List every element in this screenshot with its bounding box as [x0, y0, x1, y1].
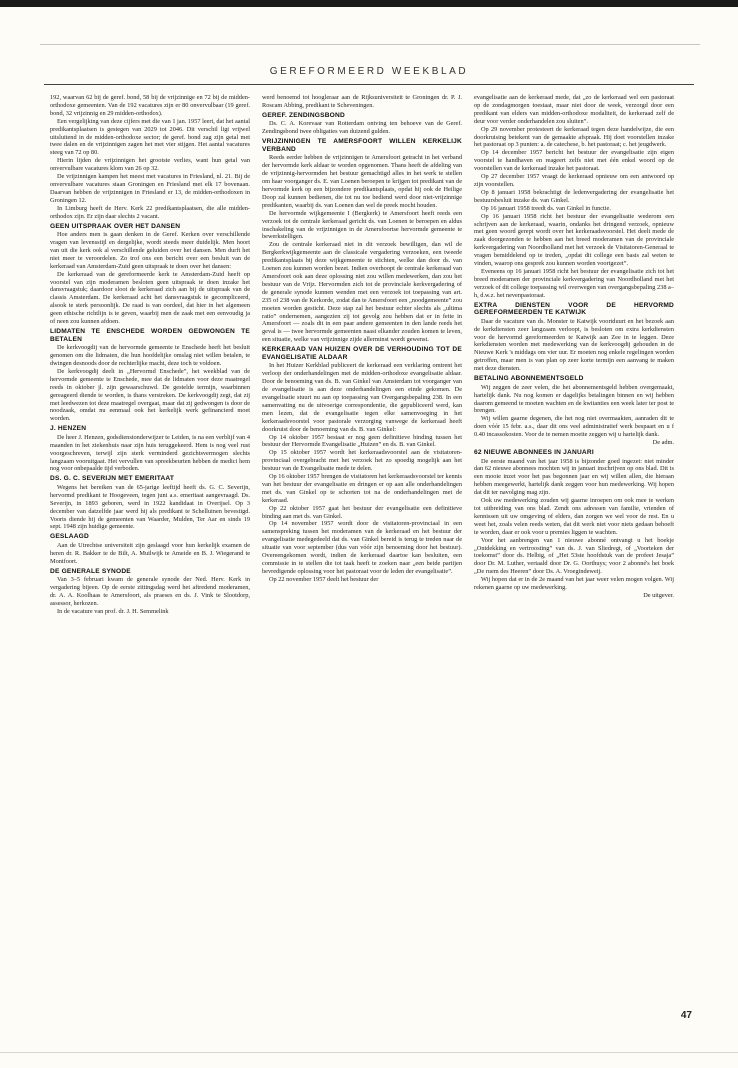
paragraph: Daar de vacature van ds. Monster te Katwijk voortduurt en het bezoek aan de kerkdiensten zeer langzaam verloopt, is besloten om extra kerkdiensten voor de hervormd gereformeerden te Katwijk aan Zee in te leggen. Deze kerkdiensten worden met medewerking van de kerkvoogdij gehouden in de Nieuwe Kerk 's middags om vier uur. Er moeten nog enkele regelingen worden getroffen, maar men is van plan op zeer korte termijn een aanvang te maken met deze diensten.	[474, 317, 674, 373]
paragraph: De heer J. Henzen, godsdienstonderwijzer te Leiden, is na een verblijf van 4 maanden in het ziekenhuis naar zijn huis teruggekeerd. Hem is nog veel rust voorgeschreven, terwijl zijn sterk verminderd gezichtsvermogen slechts langzaam vooruitgaat. Het vervullen van spreekbeurten hebben de medici hem nog voor onbepaalde tijd verboden.	[50, 433, 250, 473]
section-heading: DE GENERALE SYNODE	[50, 567, 131, 575]
paragraph: Hoe anders men is gaan denken in de Geref. Kerken over verschillende vragen van levensstijl en dergelijke, wordt steeds meer duidelijk. Men hoort van uit die kerk ook al verschillende geluiden over het dansen. Men durft het niet meer te veroordelen. Zo trof ons een bericht over een besluit van de kerkeraad van Amsterdam-Zuid geen uitspraak te doen over het dansen:	[50, 231, 250, 270]
paragraph: Een vergelijking van deze cijfers met die van 1 jan. 1957 leert, dat het aantal predikantsplaatsen is gestegen van 2029 tot 2046. Dit verschil ligt vrijwel uitsluitend in de midden-orthodoxe sector; de geref. bond zag zijn getal met twee dalen en de vrijzinnigen zagen het met vier stijgen. Het aantal vacatures steeg van 72 op 80.	[50, 117, 250, 157]
page-number: 47	[680, 1010, 692, 1021]
column-3	[474, 94, 674, 600]
paragraph: Op 8 januari 1958 bekrachtigt de ledenvergadering der evangelisatie het bestuursbesluit inzake ds. van Ginkel.	[474, 188, 674, 204]
paragraph: Op 16 januari 1958 treedt ds. van Ginkel in functie.	[481, 204, 611, 212]
paragraph: Wij zeggen de zeer velen, die het abonnementsgeld hebben overgemaakt, hartelijk dank. Nu nog komen er dagelijks betalingen binnen en wij hebben daarom gemeend te moeten wachten en de kwitanties een week later ter post te brengen.	[474, 383, 674, 415]
bottom-edge	[0, 1052, 738, 1053]
paragraph: De hervormde wijkgemeente I (Bergkerk) te Amersfoort heeft reeds een verzoek tot de centrale kerkeraad gericht ds. van Loenen te beroepen en aldus inschakeling van de vrijzinnigen in de Amersfoortse hervormde gemeente te bewerkstelligen.	[262, 209, 462, 241]
paragraph: 192, waarvan 62 bij de geref. bond, 58 bij de vrijzinnige en 72 bij de midden-orthodoxe gemeenten. Van de 192 vacatures zijn er 80 onvervulbaar (19 geref. bond, 32 vrijzinnig en 29 midden-orthodox).	[50, 94, 250, 117]
header-rule	[44, 84, 694, 85]
section-heading: LIDMATEN TE ENSCHEDE WORDEN GEDWONGEN TE BETALEN	[50, 327, 250, 343]
signature-adm: De adm.	[652, 439, 674, 447]
section-heading: J. HENZEN	[50, 425, 87, 433]
paragraph: Aan de Utrechtse universiteit zijn geslaagd voor hun kerkelijk examen de heren dr. R. Bakker te de Bilt, A. Muilwijk te Ameide en B. J. Wiegerand te Montfoort.	[50, 541, 250, 565]
column-1	[50, 94, 250, 616]
paragraph: Op 14 oktober 1957 bestaat er nog geen definitieve binding tussen het bestuur der Hervormde Evangelisatie „Huizen” en ds. B. van Ginkel.	[262, 433, 462, 449]
section-heading: GEREF. ZENDINGSBOND	[262, 111, 345, 119]
paragraph: De vrijzinnigen kampen het meest met vacatures in Friesland, nl. 21. Bij de onvervulbare vacatures staan Groningen en Friesland met elk 17 bovenaan. Daarvan hebben de vrijzinnigen in Friesland er 13, de midden-orthodoxen in Groningen 12.	[50, 173, 250, 204]
paragraph: Op 16 januari 1958 richt het bestuur der evangelisatie wederom een schrijven aan de kerkeraad, waarin, ondanks het dringend verzoek, opnieuw met geen woord gerept wordt over het kerkeraadsvoorstel. Het deelt mede de zaak doorgezonden te hebben aan het breed moderamen van de provinciale kerkvergadering van Noordholland met het verzoek de Visitatoren-Generaal te vragen bemiddelend op te treden, „opdat dit college een basis zal weten te vinden, waarop ons gesprek zou kunnen worden voortgezet”.	[474, 212, 674, 268]
paragraph: De eerste maand van het jaar 1958 is bijzonder goed ingezet: niet minder dan 62 nieuwe abonnees mochten wij in januari inschrijven op ons blad. Dit is een mooie inzet voor het pas begonnen jaar en wij willen allen, die hieraan hebben meegewerkt, hartelijk dank zeggen voor hun medewerking. Wij hopen dat dit ter navolging mag zijn.	[474, 457, 674, 497]
paragraph: In het Huizer Kerkblad publiceert de kerkeraad een verklaring omtrent het verloop der onderhandelingen met de midden-orthodoxe evangelisatie aldaar. Door de benoeming van ds. B. van Ginkel van Amsterdam tot voorganger van de evangelisatie is aan deze onderhandelingen een einde gekomen. De evangelisatie stuurt nu aan op toepassing van Overgangsbepaling 238. In een samenvatting nu de uitvoerige correspondentie, die gepubliceerd werd, kan men lezen, dat de evangelisatie tegen elke samenvoeging in het kerkeraadsvoorstel voor pastorale verzorging vanwege de kerkeraad heeft doorkruist door de benoeming van ds. B. van Ginkel:	[262, 362, 462, 433]
paragraph: Op 29 november protesteert de kerkeraad tegen deze handelwijze, die een doorkruising betekent van de gemaakte afspraak. Hij doet voorstellen inzake het pastoraat op 3 punten: a. de catechese, b. het pastoraat; c. het jeugdwerk.	[474, 125, 674, 149]
paragraph: Hierin lijden de vrijzinnigen het grootste verlies, want hun getal van onvervulbare vacatures klom van 26 op 32.	[50, 157, 250, 173]
section-heading: EXTRA DIENSTEN VOOR DE HERVORMD GEREFORMEERDEN TE KATWIJK	[474, 301, 674, 317]
paragraph: Reeds eerder hebben de vrijzinnigen te Amersfoort getracht in het verband der hervormde kerk aldaar te worden opgenomen. Thans heeft de afdeling van de vrijzinnig-hervormden het bestuur gemachtigd alles in het werk te stellen om haar voorganger ds. E. van Loenen beroepen te krijgen tot predikant van de hervormde kerk op een bijzondere predikantsplaats, opdat hij ook de Heilige Doop zal kunnen bedienen, die tot nu toe bediend werd door niet-vrijzinnige predikanten, waarbij ds. van Loenen dan wel de preek mocht houden.	[262, 154, 462, 209]
section-heading: KERKERAAD VAN HUIZEN OVER DE VERHOUDING TOT DE EVANGELISATIE ALDAAR	[262, 346, 462, 361]
section-heading: DS. G. C. SEVERIJN MET EMERITAAT	[50, 475, 175, 483]
section-heading: VRIJZINNIGEN TE AMERSFOORT WILLEN KERKELIJK VERBAND	[262, 138, 462, 153]
paragraph: werd benoemd tot hoogleraar aan de Rijksuniversiteit te Groningen dr. P. J. Roscam Abbing, predikant te Scheveningen.	[262, 94, 462, 109]
paragraph: Van 3–5 februari kwam de generale synode der Ned. Herv. Kerk in vergadering bijeen. Op de eerste zittingsdag werd het aftredend moderamen, dr. A. A. Koolhaas te Amersfoort, als praeses en ds. J. Vink te Slootdorp, assessor, herkozen.	[50, 576, 250, 607]
paragraph: De kerkvoogdij van de hervormde gemeente te Enschede heeft het besluit genomen om die lidmaten, die hun hoofdelijke omslag niet willen betalen, te dwingen desnoods door de rechterlijke macht, deze toch te voldoen.	[50, 344, 250, 367]
paragraph: Wij willen gaarne degenen, die het nog niet overmaakten, aanraden dit te doen vóór 15 febr. a.s., daar dit ons veel administratief werk bespaart en u f 0.40 incassokosten. Voor de te nemen moeite zeggen wij u hartelijk dank.	[474, 415, 674, 439]
paragraph: Op 22 november 1957 deelt het bestuur der	[269, 575, 379, 583]
paragraph: In de vacature van prof. dr. J. H. Semmelink	[57, 607, 169, 615]
section-heading: GEEN UITSPRAAK OVER HET DANSEN	[50, 222, 181, 230]
paragraph: In Limburg heeft de Herv. Kerk 22 predikantsplaatsen, die alle midden-orthodox zijn. Er zijn daar slechts 2 vacant.	[50, 204, 250, 220]
quoted-paragraph: De kerkeraad van de gereformeerde kerk te Amsterdam-Zuid heeft op voorstel van zijn moderamen besloten geen uitspraak te doen inzake het dansvraagstuk; daardoor sloot de kerkeraad zich aan bij de uitspraak van de classis Amsterdam. De kerkeraad acht het dansvraagstuk te gecompliceerd, alsook te sterk persoonlijk. De raad is van oordeel, dat hier in het algemeen geen ethische richtlijn is te geven, waarbij men de zaak met een eenvoudig ja of neen zou kunnen afdoen.	[50, 270, 250, 326]
paragraph: Op 27 december 1957 vraagt de kerkeraad opnieuw om een antwoord op zijn voorstellen.	[474, 173, 674, 188]
top-border	[0, 0, 738, 7]
paragraph: Ook uw medewerking zouden wij gaarne inroepen om ook mee te werken tot uitbreiding van ons blad. Zendt ons adressen van familie, vrienden of kennissen uit uw omgeving of elders, dan zorgen we wel voor de rest. En u weet het, zoals velen reeds weten, dat dit werk niet voor niets gedaan behoeft te worden, daar er ook voor u premies liggen te wachten.	[474, 497, 674, 536]
scan-line	[40, 44, 700, 45]
paragraph: Zou de centrale kerkeraad niet in dit verzoek bewilligen, dan wil de Bergkerkwijkgemeente aan de classicale vergadering verzoeken, een tweede predikantsplaats bij deze wijkgemeente te stichten, welke dan door ds. van Loenen zou kunnen worden bezet. Indien overhoopt de centrale kerkeraad van Amersfoort ook aan deze oplossing niet zou willen medewerken, dan zou het bestuur van de Vrijz. Hervormden zich tot de provinciale kerkvergadering of de generale synode kunnen wenden met een verzoek tot toepassing van art. 235 of 238 van de Kerkorde, zodat dan te Amersfoort een „noodgemeente” zou moeten worden gesticht. Deze stap zal het bestuur echter slechts als „ultima ratio” ondernemen, aangezien zij tot gevolg zou hebben dat er in feite in Amersfoort — zoals dit in een paar andere gemeenten in den lande reeds het geval is — twee hervormde gemeenten naast elkander zouden komen te leven, een situatie, welke van vrijzinnige zijde allerminst wordt gewenst.	[262, 241, 462, 344]
paragraph: Op 14 december 1957 bericht het bestuur der evangelisatie zijn eigen voorstel te handhaven en reageert zelfs niet met één enkel woord op de voorstellen van de kerkeraad inzake het pastoraat.	[474, 149, 674, 173]
paragraph: Voor het aanbrengen van 1 nieuwe abonné ontvangt u het boekje „Ontdekking en vertroosting” van ds. J. van Sliedregt, of „Voorteken der toekomst” door ds. Helbig, of „Het 53ste hoofdstuk van de profeet Jesaja” door Dr. M. Luther, vertaald door Dr. G. Oorthuys; voor 2 abonné's het boek „De ruem des Heeren” door Ds. A. Vroegindeweij.	[474, 536, 674, 576]
paragraph: Ds. C. A. Korevaar van Rotterdam ontving ten behoeve van de Geref. Zendingsbond twee obligaties van duizend gulden.	[262, 120, 462, 136]
paragraph: evangelisatie aan de kerkeraad mede, dat „zo de kerkeraad wel een pastoraat op de zondagmorgen toestaat, maar niet door de week, verzorgd door een predikant van elders van midden-orthodoxe modaliteit, de kerkeraad zelf de deur voor verder onderhandelen zou sluiten”.	[474, 94, 674, 125]
section-heading: BETALING ABONNEMENTSGELD	[474, 375, 584, 383]
paragraph: Op 16 oktober 1957 brengen de visitatoren het kerkeraadsvoorstel ter kennis van het bestuur der evangelisatie en dringen er op aan alle onderhandelingen met ds. van Ginkel op te schorten tot na de onderhandelingen met de kerkeraad.	[262, 473, 462, 504]
section-heading: GESLAAGD	[50, 533, 89, 541]
running-head: GEREFORMEERD WEEKBLAD	[269, 66, 469, 77]
paragraph: Op 22 oktober 1957 gaat het bestuur der evangelisatie een definitieve binding aan met ds. van Ginkel.	[262, 504, 462, 520]
signature-publisher: De uitgever.	[643, 591, 674, 599]
paragraph: Op 15 oktober 1957 wordt het kerkeraadsvoorstel aan de visitatoren-provinciaal overgebracht met het verzoek het zo spoedig mogelijk aan het bestuur van de Evangelisatie mede te delen.	[262, 449, 462, 473]
paragraph: De kerkvoogdij deelt in „Hervormd Enschede”, het weekblad van de hervormde gemeente te Enschede, mee dat de lidmaten voor deze maatregel reeds in oktober jl. zijn gewaarschuwd. De gestelde termijn, waarbinnen gereageerd diende te worden, is thans verstreken. De kerkvoogdij zegt, dat zij met leedwezen tot deze maatregel overgaat, maar dat zij gedwongen is door de noodzaak, omdat nu eenmaal ook het kerkelijk werk gefinancierd moet worden.	[50, 367, 250, 423]
paragraph: Wegens het bereiken van de 65-jarige leeftijd heeft ds. G. C. Severijn, hervormd predikant te Hoogeveen, tegen juni a.s. emeritaat aangevraagd. Ds. Severijn, in 1893 geboren, werd in 1922 kandidaat in Overijsel. Op 3 december van datzelfde jaar werd hij als predikant te Schelluinen bevestigd. Voorts diende hij de gemeenten van Waarder, Mulden, Ter Aar en sinds 19 sept. 1948 zijn huidige gemeente.	[50, 483, 250, 531]
paragraph: Wij hopen dat er in de 2e maand van het jaar weer velen mogen volgen. Wij rekenen gaarne op uw medewerking.	[474, 576, 674, 592]
column-2	[262, 94, 462, 584]
paragraph: Eveneens op 16 januari 1958 richt het bestuur der evangelisatie zich tot het breed moderamen der provinciale kerkvergadering van Noordholland met het verzoek of dit college toepassing wil overwegen van overgangsbepaling 238 a–h, d.w.z. het nevenpastoraat.	[474, 267, 674, 299]
section-heading: 62 NIEUWE ABONNEES IN JANUARI	[474, 448, 594, 456]
paragraph: Op 14 november 1957 wordt door de visitatoren-provinciaal in een samenspreking tussen het moderamen van de kerkeraad en het bestuur der evangelisatie medegedeeld dat ds. van Ginkel bereid is terug te treden naar de situatie van voor september (dus van vóór zijn benoeming door het bestuur). Overeengekomen wordt, indien de kerkeraad daartoe kan besluiten, een commissie in te stellen die tot taak heeft te zoeken naar „een beide partijen bevredigende oplossing voor het pastoraat voor de leden der evangelisatie”.	[262, 520, 462, 575]
